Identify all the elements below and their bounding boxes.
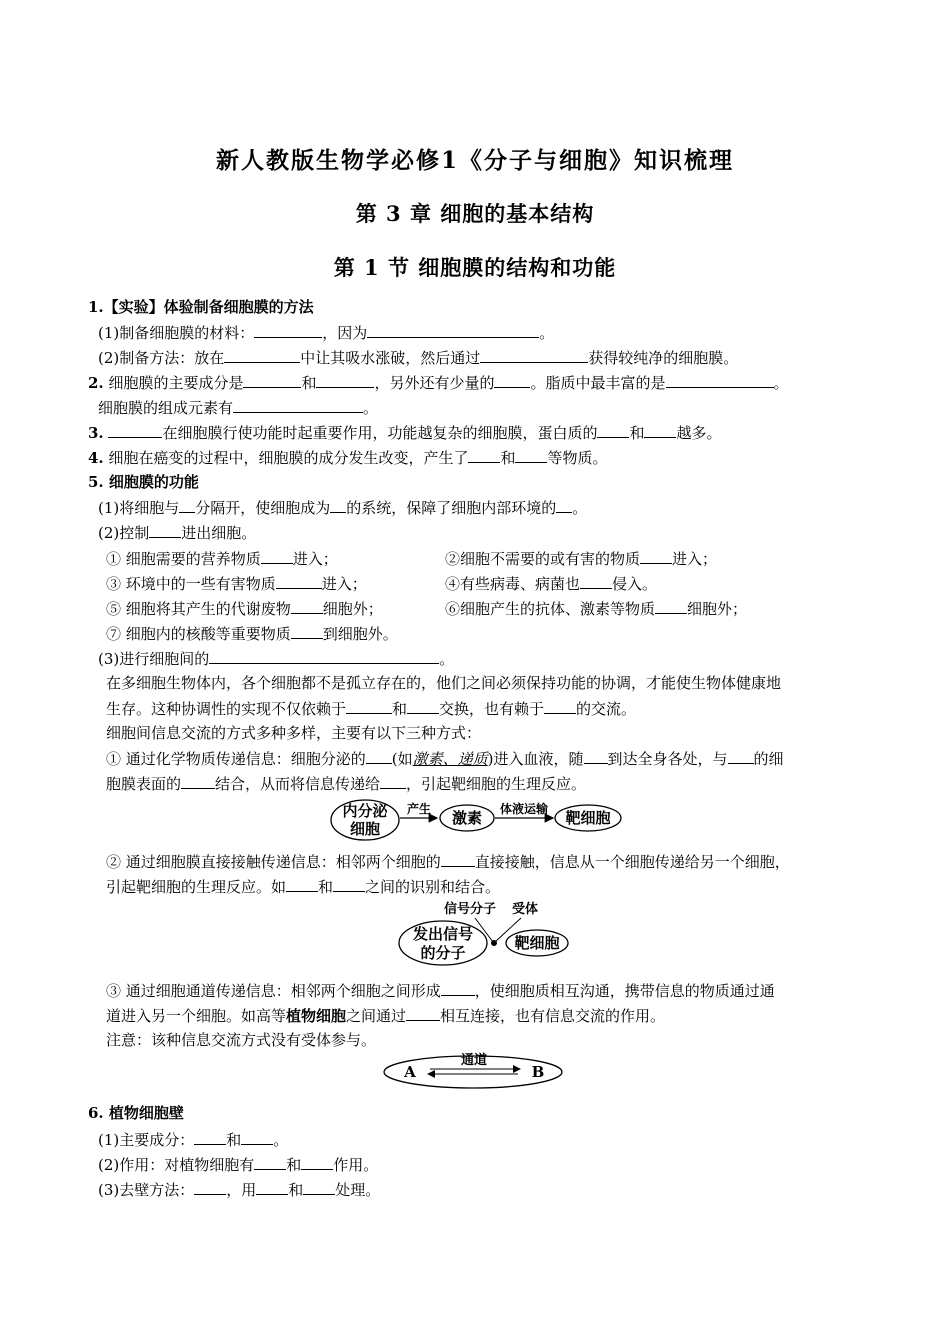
blank[interactable] xyxy=(556,497,572,513)
s5-note: 注意：该种信息交流方式没有受体参与。 xyxy=(106,1031,377,1049)
endocrine-label-2: 细胞 xyxy=(349,820,381,838)
blank[interactable] xyxy=(480,347,588,363)
s5-method1-line2: 胞膜表面的 结合，从而将信息传递给 ，引起靶细胞的生理反应。 xyxy=(106,775,587,793)
blank[interactable] xyxy=(407,698,439,714)
blank[interactable] xyxy=(728,748,754,764)
blank[interactable] xyxy=(179,497,195,513)
hormone-diagram xyxy=(325,796,625,844)
s5-heading: 5. 细胞膜的功能 xyxy=(88,473,199,491)
s5-item1: ① 细胞需要的营养物质 进入； xyxy=(106,550,338,568)
blank[interactable] xyxy=(243,372,301,388)
blank[interactable] xyxy=(194,1129,226,1145)
blank[interactable] xyxy=(367,322,539,338)
arrow-label-transport: 体液运输 xyxy=(499,802,549,816)
blank[interactable] xyxy=(406,1005,440,1021)
blank[interactable] xyxy=(366,748,392,764)
s5-method1-line1: ① 通过化学物质传递信息：细胞分泌的 (如激素、递质)进入血液，随 到达全身各处，与 的细 xyxy=(106,750,784,768)
blank[interactable] xyxy=(441,980,475,996)
blank[interactable] xyxy=(584,748,608,764)
blank[interactable] xyxy=(286,876,318,892)
blank[interactable] xyxy=(291,623,323,639)
contact-point xyxy=(491,940,497,946)
blank[interactable] xyxy=(316,372,374,388)
blank[interactable] xyxy=(515,447,547,463)
hormone-label: 激素 xyxy=(451,809,483,827)
blank[interactable] xyxy=(655,598,687,614)
s5-item6: ⑥细胞产生的抗体、激素等物质 细胞外； xyxy=(445,600,748,618)
signal-cell-label-2: 的分子 xyxy=(420,944,466,962)
blank[interactable] xyxy=(261,548,293,564)
blank[interactable] xyxy=(441,851,475,867)
blank[interactable] xyxy=(291,598,323,614)
s5-item3: ③ 环境中的一些有害物质 进入； xyxy=(106,575,367,593)
blank[interactable] xyxy=(544,698,576,714)
blank[interactable] xyxy=(254,1154,286,1170)
signal-cell-label-1: 发出信号 xyxy=(412,925,474,943)
receptor-label: 受体 xyxy=(511,902,539,917)
blank[interactable] xyxy=(644,422,676,438)
s2-line2: 细胞膜的组成元素有 。 xyxy=(98,399,379,417)
s6-heading: 6. 植物细胞壁 xyxy=(88,1104,184,1122)
s5-method3-line2: 道进入另一个细胞。如高等植物细胞之间通过 相互连接，也有信息交流的作用。 xyxy=(106,1007,666,1025)
blank[interactable] xyxy=(597,422,629,438)
blank[interactable] xyxy=(276,573,322,589)
page-title: 新人教版生物学必修1《分子与细胞》知识梳理 xyxy=(215,147,734,174)
s3-line: 3. 在细胞膜行使功能时起重要作用，功能越复杂的细胞膜，蛋白质的 和 越多。 xyxy=(88,424,722,442)
channel-label: 通道 xyxy=(460,1053,488,1068)
blank[interactable] xyxy=(330,497,346,513)
blank[interactable] xyxy=(149,522,181,538)
blank[interactable] xyxy=(494,372,530,388)
blank[interactable] xyxy=(468,447,500,463)
s5-method2-line1: ② 通过细胞膜直接接触传递信息：相邻两个细胞的 直接接触，信息从一个细胞传递给另一个细胞， xyxy=(106,853,790,871)
blank[interactable] xyxy=(224,347,300,363)
section-title: 第 1 节 细胞膜的结构和功能 xyxy=(333,255,617,280)
s5-text3: 细胞间信息交流的方式多种多样，主要有以下三种方式： xyxy=(106,724,482,742)
blank[interactable] xyxy=(640,548,672,564)
s2-line1: 2. 细胞膜的主要成分是 和 ，另外还有少量的 。脂质中最丰富的是 。 xyxy=(88,374,789,392)
target-cell-label: 靶细胞 xyxy=(514,934,560,952)
blank[interactable] xyxy=(194,1179,226,1195)
s5-text1: 在多细胞生物体内，各个细胞都不是孤立存在的，他们之间必须保持功能的协调，才能使生物体健康地 xyxy=(106,674,782,692)
s5-p1: (1)将细胞与 分隔开，使细胞成为 的系统，保障了细胞内部环境的 。 xyxy=(98,499,588,517)
s5-text2: 生存。这种协调性的实现不仅依赖于 和 交换，也有赖于 的交流。 xyxy=(106,700,637,718)
s5-item4: ④有些病毒、病菌也 侵入。 xyxy=(445,575,658,593)
blank[interactable] xyxy=(346,698,392,714)
channel-diagram xyxy=(380,1050,570,1090)
s1-line1: (1)制备细胞膜的材料： ，因为 。 xyxy=(98,324,555,342)
s1-line2: (2)制备方法：放在 中让其吸水涨破，然后通过 获得较纯净的细胞膜。 xyxy=(98,349,739,367)
cell-b-label: B xyxy=(531,1063,545,1081)
cell-a-label: A xyxy=(404,1063,416,1081)
blank[interactable] xyxy=(666,372,774,388)
arrow-label-produce: 产生 xyxy=(406,802,432,816)
blank[interactable] xyxy=(333,876,365,892)
signal-molecule-label: 信号分子 xyxy=(443,902,497,917)
s4-line: 4. 细胞在癌变的过程中，细胞膜的成分发生改变，产生了 和 等物质。 xyxy=(88,449,608,467)
endocrine-label-1: 内分泌 xyxy=(342,802,388,820)
blank[interactable] xyxy=(241,1129,273,1145)
blank[interactable] xyxy=(380,773,406,789)
blank[interactable] xyxy=(181,773,215,789)
s5-item5: ⑤ 细胞将其产生的代谢废物 细胞外； xyxy=(106,600,383,618)
s1-heading: 1.【实验】体验制备细胞膜的方法 xyxy=(88,298,314,316)
contact-diagram xyxy=(395,898,575,968)
blank[interactable] xyxy=(256,1179,288,1195)
blank[interactable] xyxy=(301,1154,333,1170)
s5-method3-line1: ③ 通过细胞通道传递信息：相邻两个细胞之间形成 ，使细胞质相互沟通，携带信息的物质通过通 xyxy=(106,982,775,1000)
s6-line3: (3)去壁方法： ，用 和 处理。 xyxy=(98,1181,381,1199)
blank[interactable] xyxy=(580,573,612,589)
chapter-title: 第 3 章 细胞的基本结构 xyxy=(355,201,595,226)
s6-line1: (1)主要成分： 和 。 xyxy=(98,1131,289,1149)
blank[interactable] xyxy=(303,1179,335,1195)
s6-line2: (2)作用：对植物细胞有 和 作用。 xyxy=(98,1156,379,1174)
target-cell-label: 靶细胞 xyxy=(565,809,611,827)
s5-item7: ⑦ 细胞内的核酸等重要物质 到细胞外。 xyxy=(106,625,398,643)
blank[interactable] xyxy=(254,322,322,338)
blank[interactable] xyxy=(108,422,162,438)
blank[interactable] xyxy=(209,648,439,664)
s5-item2: ②细胞不需要的或有害的物质 进入； xyxy=(445,550,718,568)
s5-p2: (2)控制 进出细胞。 xyxy=(98,524,257,542)
blank[interactable] xyxy=(233,397,363,413)
s5-p3: (3)进行细胞间的 。 xyxy=(98,650,455,668)
s5-method2-line2: 引起靶细胞的生理反应。如 和 之间的识别和结合。 xyxy=(106,878,501,896)
